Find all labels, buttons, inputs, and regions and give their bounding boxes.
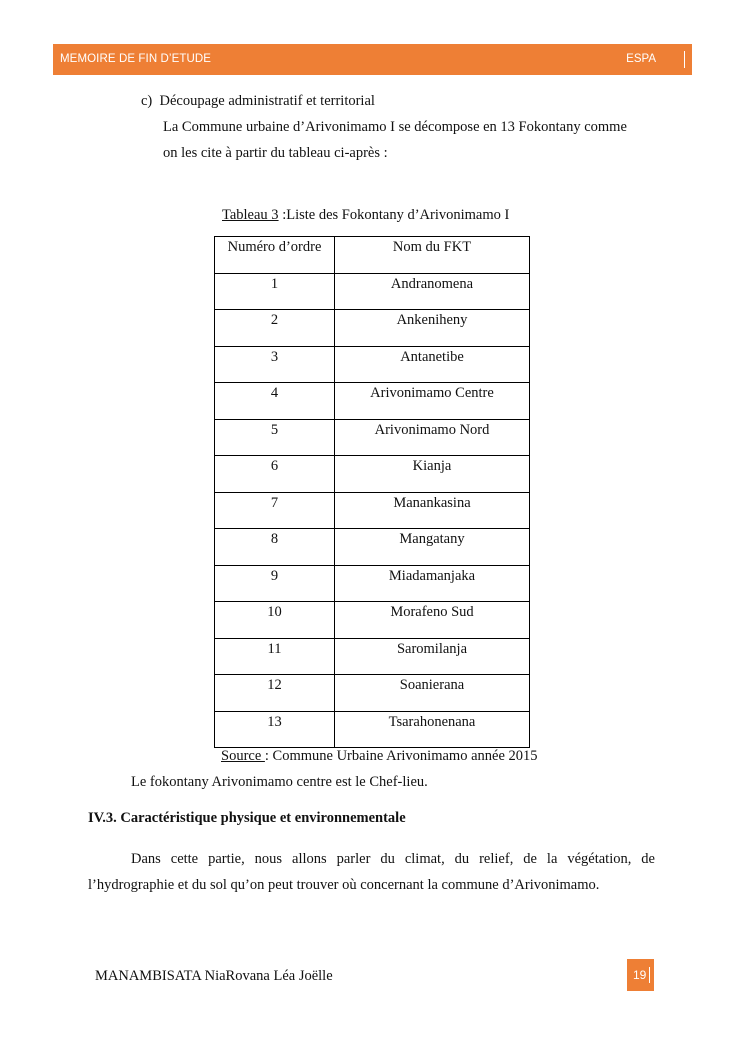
footer-author: MANAMBISATA NiaRovana Léa Joëlle (95, 968, 333, 984)
cell-order-number: 12 (215, 675, 335, 712)
cell-order-number: 7 (215, 492, 335, 529)
table-row (215, 602, 530, 639)
source-text: : Commune Urbaine Arivonimamo année 2015 (264, 748, 538, 764)
page-number-divider (649, 967, 650, 983)
header-divider (684, 51, 685, 68)
table-row (215, 383, 530, 420)
cell-order-number: 13 (215, 711, 335, 748)
fokontany-table (214, 236, 530, 748)
table-row (215, 310, 530, 347)
cell-order-number: 3 (215, 346, 335, 383)
cell-fkt-name: Miadamanjaka (335, 565, 530, 602)
section-title: IV.3. Caractéristique physique et environnementale (88, 810, 406, 826)
page-number-badge (627, 959, 654, 991)
section-c-line2: on les cite à partir du tableau ci-après : (163, 145, 388, 161)
cell-fkt-name: Manankasina (335, 492, 530, 529)
page-header (53, 44, 692, 75)
cell-fkt-name: Arivonimamo Nord (335, 419, 530, 456)
cell-order-number: 11 (215, 638, 335, 675)
table-caption (222, 206, 509, 224)
header-title: MEMOIRE DE FIN D’ETUDE (60, 53, 212, 65)
source-label: Source (221, 748, 265, 764)
header-school: ESPA (626, 53, 656, 65)
section-c-title: Découpage administratif et territorial (159, 93, 375, 109)
table-row (215, 675, 530, 712)
section-c-heading (141, 92, 375, 110)
cell-order-number: 8 (215, 529, 335, 566)
section-c-line1: La Commune urbaine d’Arivonimamo I se décompose en 13 Fokontany comme (163, 119, 627, 135)
cell-fkt-name: Tsarahonenana (335, 711, 530, 748)
table-row (215, 273, 530, 310)
table-caption-label: Tableau 3 (222, 207, 279, 223)
cell-fkt-name: Ankeniheny (335, 310, 530, 347)
table-row (215, 346, 530, 383)
header-cell-name: Nom du FKT (335, 237, 530, 274)
cell-order-number: 1 (215, 273, 335, 310)
chef-lieu-note: Le fokontany Arivonimamo centre est le Chef-lieu. (131, 774, 428, 790)
page-number: 19 (633, 968, 647, 982)
cell-fkt-name: Saromilanja (335, 638, 530, 675)
table-caption-text: :Liste des Fokontany d’Arivonimamo I (278, 207, 510, 223)
cell-order-number: 9 (215, 565, 335, 602)
cell-fkt-name: Arivonimamo Centre (335, 383, 530, 420)
table-header-row (215, 237, 530, 274)
cell-fkt-name: Antanetibe (335, 346, 530, 383)
table-row (215, 492, 530, 529)
header-cell-number: Numéro d’ordre (215, 237, 335, 274)
cell-order-number: 6 (215, 456, 335, 493)
table-row (215, 638, 530, 675)
cell-order-number: 5 (215, 419, 335, 456)
cell-fkt-name: Mangatany (335, 529, 530, 566)
table-row (215, 711, 530, 748)
cell-fkt-name: Soanierana (335, 675, 530, 712)
table-source (221, 747, 538, 765)
cell-fkt-name: Andranomena (335, 273, 530, 310)
table-row (215, 529, 530, 566)
cell-order-number: 10 (215, 602, 335, 639)
cell-order-number: 4 (215, 383, 335, 420)
cell-fkt-name: Kianja (335, 456, 530, 493)
cell-fkt-name: Morafeno Sud (335, 602, 530, 639)
cell-order-number: 2 (215, 310, 335, 347)
table-row (215, 565, 530, 602)
table-row (215, 456, 530, 493)
body-paragraph-text: Dans cette partie, nous allons parler du climat, du relief, de la végétation, de l’hydrographie et du sol qu’on peut trouver où concernant la commune d’Arivonimamo. (88, 851, 655, 893)
list-marker: c) (141, 93, 153, 109)
body-paragraph (88, 846, 655, 898)
table-row (215, 419, 530, 456)
